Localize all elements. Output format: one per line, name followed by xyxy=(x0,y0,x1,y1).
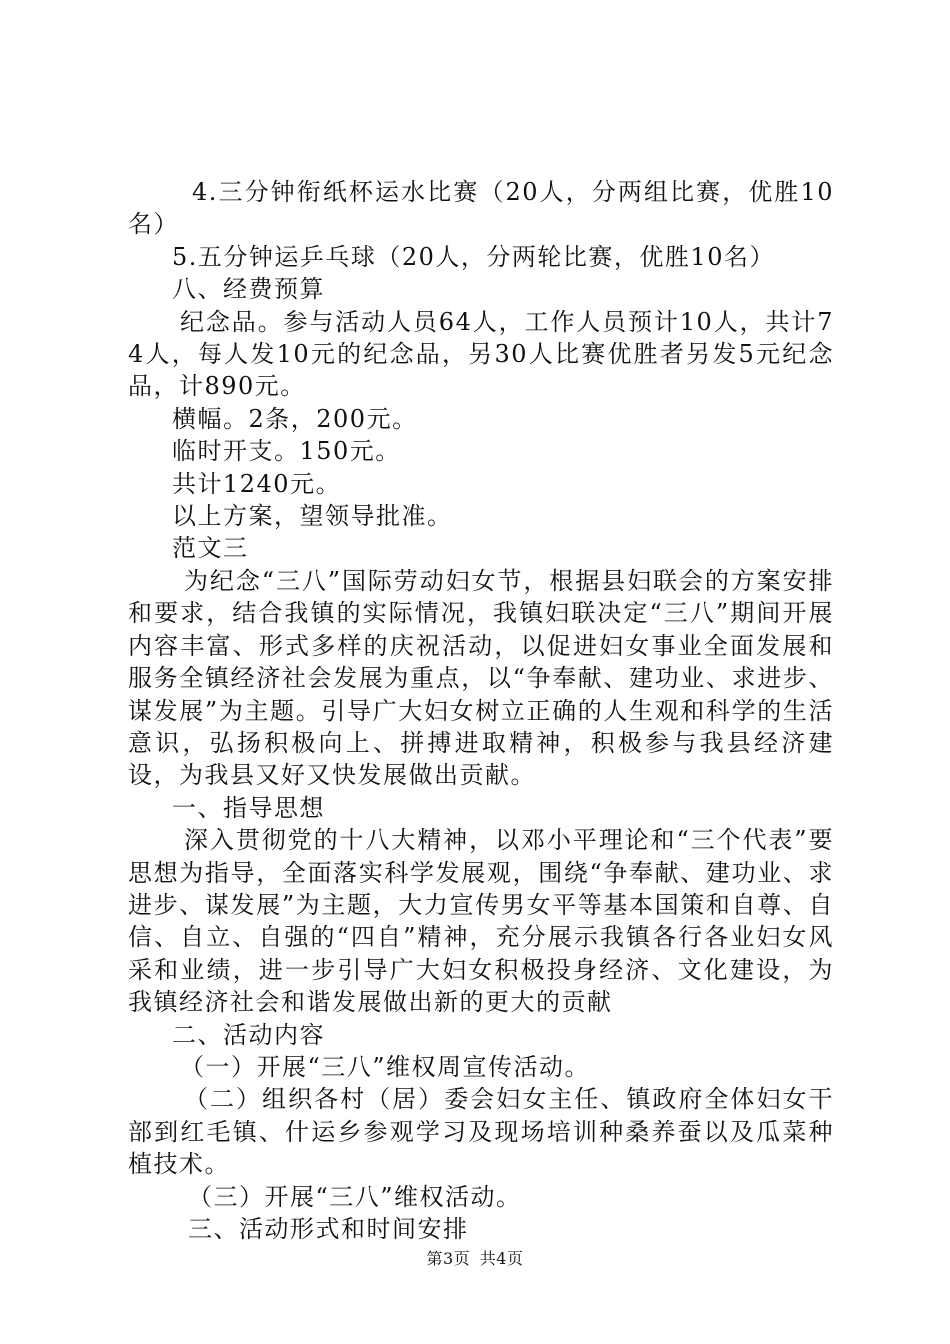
page-total: 共4页 xyxy=(479,1249,524,1268)
paragraph-introduction: 为纪念“三八”国际劳动妇女节，根据县妇联会的方案安排和要求，结合我镇的实际情况，我镇妇联决定“三八”期间开展内容丰富、形式多样的庆祝活动，以促进妇女事业全面发展和服务全镇经济社会发展为重点，以“争奉献、建功业、求进步、谋发展”为主题。引导广大妇女树立正确的人生观和科学的生活意识，弘扬积极向上、拼搏进取精神，积极参与我县经济建设，为我县又好又快发展做出贡献。 xyxy=(128,566,834,790)
paragraph-banners: 横幅。2条，200元。 xyxy=(172,404,418,433)
list-item-activity-2: （二）组织各村（居）委会妇女主任、镇政府全体妇女干部到红毛镇、什运乡参观学习及现场培训种桑养蚕以及瓜菜种植技术。 xyxy=(128,1085,834,1179)
section-heading-activities: 二、活动内容 xyxy=(172,1020,325,1049)
paragraph-guiding-ideology: 深入贯彻党的十八大精神，以邓小平理论和“三个代表”要思想为指导，全面落实科学发展观，围绕“争奉献、建功业、求进步、谋发展”为主题，大力宣传男女平等基本国策和自尊、自信、自立、自强的“四自”精神，充分展示我镇各行各业妇女风采和业绩，进一步引导广大妇女积极投身经济、文化建设，为我镇经济社会和谐发展做出新的更大的贡献 xyxy=(128,826,834,1017)
paragraph-total: 共计1240元。 xyxy=(172,469,342,498)
paragraph-temporary-expenses: 临时开支。150元。 xyxy=(172,437,401,466)
section-heading-budget: 八、经费预算 xyxy=(172,275,325,304)
list-item-contest-4: 4.三分钟衔纸杯运水比赛（20人，分两组比赛，优胜10名） xyxy=(128,178,834,239)
page-number: 第3页 xyxy=(426,1249,471,1268)
list-item-contest-5: 5.五分钟运乒乓球（20人，分两轮比赛，优胜10名） xyxy=(172,242,775,271)
paragraph-approval-request: 以上方案，望领导批准。 xyxy=(172,502,453,531)
section-heading-guiding-ideology: 一、指导思想 xyxy=(172,793,325,822)
sample-heading: 范文三 xyxy=(172,534,249,563)
list-item-activity-3: （三）开展“三八”维权活动。 xyxy=(188,1182,522,1211)
document-body xyxy=(128,176,834,1245)
list-item-activity-1: （一）开展“三八”维权周宣传活动。 xyxy=(180,1052,591,1081)
section-heading-schedule: 三、活动形式和时间安排 xyxy=(188,1215,469,1243)
page-footer xyxy=(0,1246,950,1269)
paragraph-souvenirs: 纪念品。参与活动人员64人，工作人员预计10人，共计74人，每人发10元的纪念品，另30人比赛优胜者另发5元纪念品，计890元。 xyxy=(128,307,834,401)
